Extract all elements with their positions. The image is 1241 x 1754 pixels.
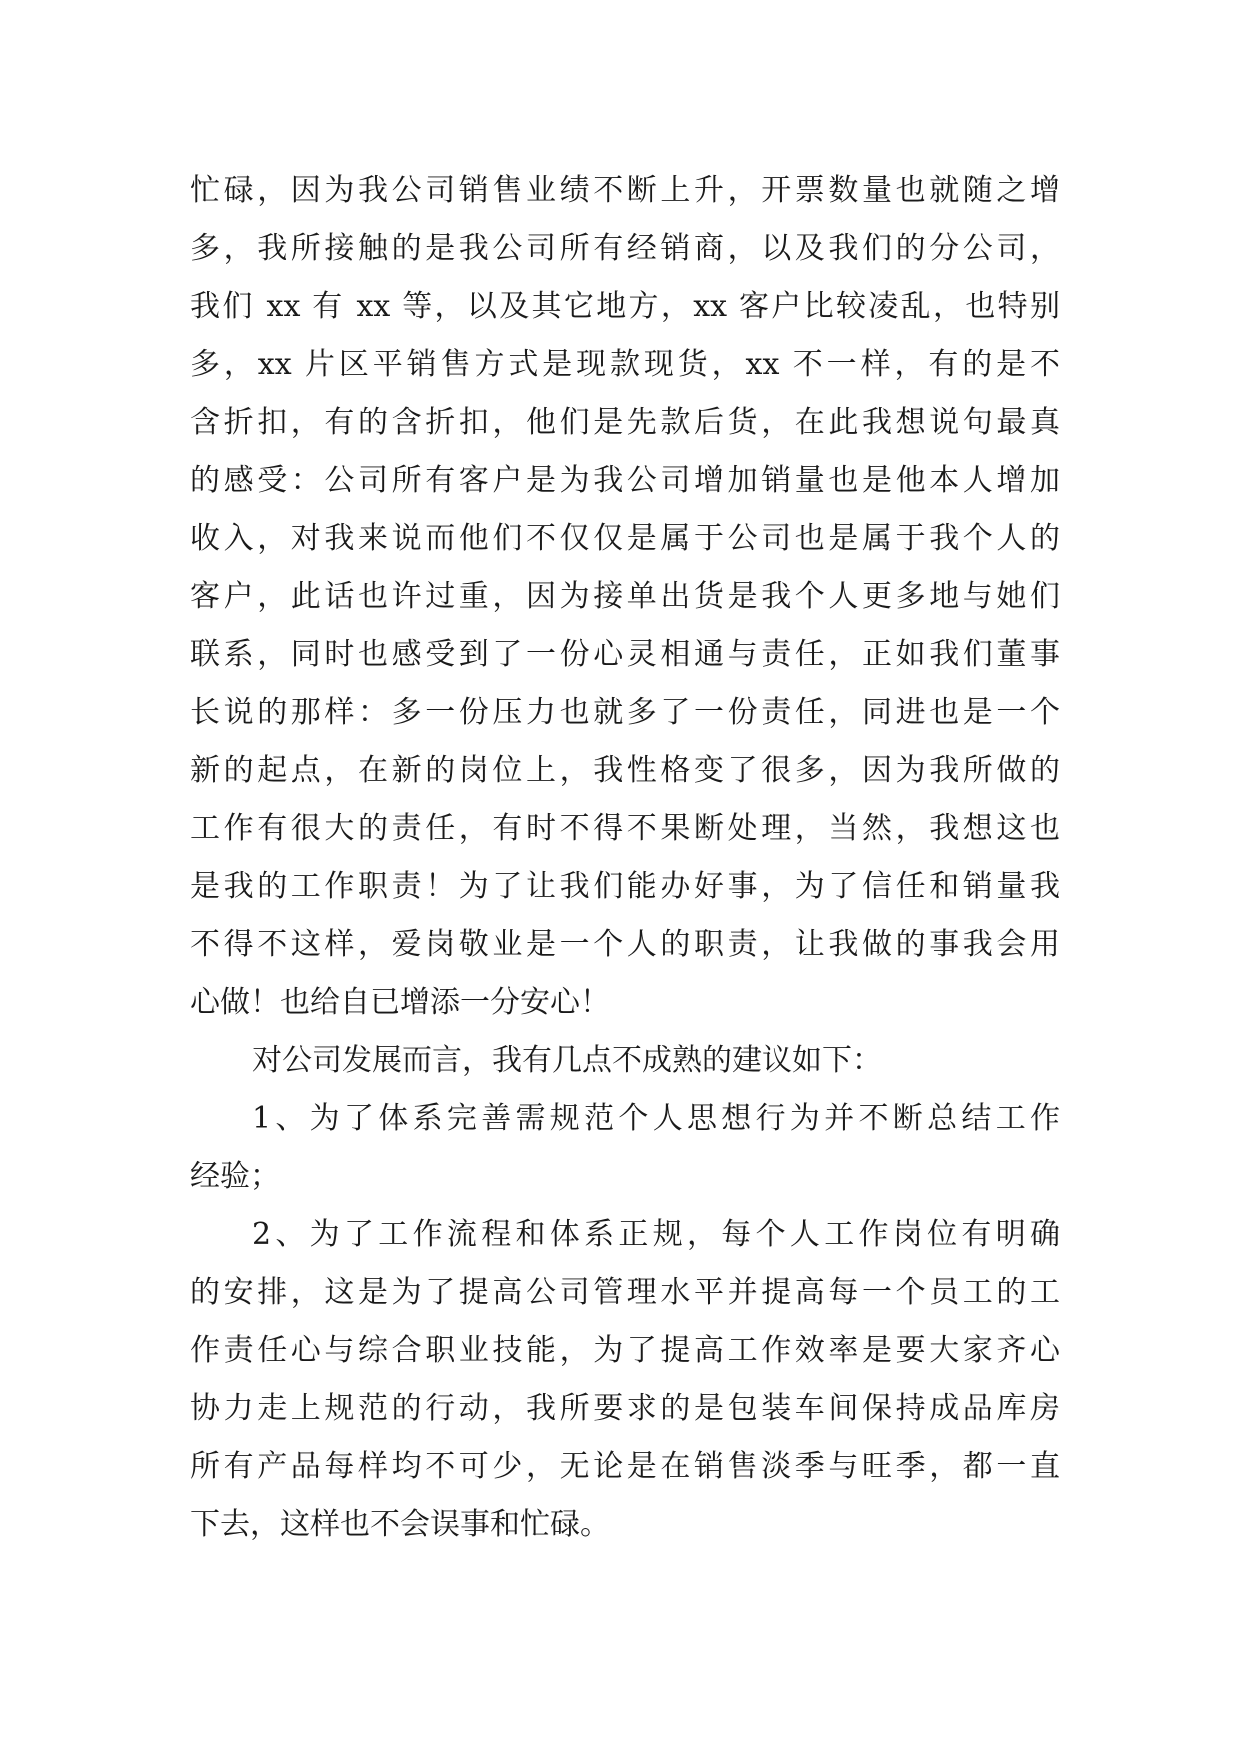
document-body xyxy=(190,162,1060,1554)
text-line: 客户，此话也许过重，因为接单出货是我个人更多地与她们 xyxy=(190,579,1060,614)
text-line: 1、为了体系完善需规范个人思想行为并不断总结工作 xyxy=(252,1101,1060,1136)
text-line: 多，我所接触的是我公司所有经销商，以及我们的分公司， xyxy=(190,231,1060,266)
text-line: 工作有很大的责任，有时不得不果断处理，当然，我想这也 xyxy=(190,811,1060,846)
text-line: 是我的工作职责！为了让我们能办好事，为了信任和销量我 xyxy=(190,869,1060,904)
text-line: 协力走上规范的行动，我所要求的是包装车间保持成品库房 xyxy=(190,1391,1060,1426)
paragraph-suggestion-2 xyxy=(190,1206,1060,1554)
text-line: 含折扣，有的含折扣，他们是先款后货，在此我想说句最真 xyxy=(190,405,1060,440)
text-line: 不得不这样，爱岗敬业是一个人的职责，让我做的事我会用 xyxy=(190,927,1060,962)
text-line: 作责任心与综合职业技能，为了提高工作效率是要大家齐心 xyxy=(190,1333,1060,1368)
text-line: 经验； xyxy=(190,1159,280,1194)
text-line: 所有产品每样均不可少，无论是在销售淡季与旺季，都一直 xyxy=(190,1449,1060,1484)
text-line: 收入，对我来说而他们不仅仅是属于公司也是属于我个人的 xyxy=(190,521,1060,556)
text-line: 下去，这样也不会误事和忙碌。 xyxy=(190,1507,610,1542)
paragraph-suggestions-intro xyxy=(190,1032,1060,1090)
text-line: 2、为了工作流程和体系正规，每个人工作岗位有明确 xyxy=(252,1217,1060,1252)
text-line: 新的起点，在新的岗位上，我性格变了很多，因为我所做的 xyxy=(190,753,1060,788)
text-line: 多，xx 片区平销售方式是现款现货，xx 不一样，有的是不 xyxy=(190,347,1060,382)
text-line: 的感受：公司所有客户是为我公司增加销量也是他本人增加 xyxy=(190,463,1060,498)
text-line: 联系，同时也感受到了一份心灵相通与责任，正如我们董事 xyxy=(190,637,1060,672)
paragraph-suggestion-1 xyxy=(190,1090,1060,1206)
text-line: 忙碌，因为我公司销售业绩不断上升，开票数量也就随之增 xyxy=(190,173,1060,208)
text-line: 的安排，这是为了提高公司管理水平并提高每一个员工的工 xyxy=(190,1275,1060,1310)
text-line: 对公司发展而言，我有几点不成熟的建议如下： xyxy=(252,1043,882,1078)
text-line: 长说的那样：多一份压力也就多了一份责任，同进也是一个 xyxy=(190,695,1060,730)
text-line: 心做！也给自已增添一分安心！ xyxy=(190,985,610,1020)
paragraph-work-experience xyxy=(190,162,1060,1032)
text-line: 我们 xx 有 xx 等，以及其它地方，xx 客户比较凌乱，也特别 xyxy=(190,289,1060,324)
